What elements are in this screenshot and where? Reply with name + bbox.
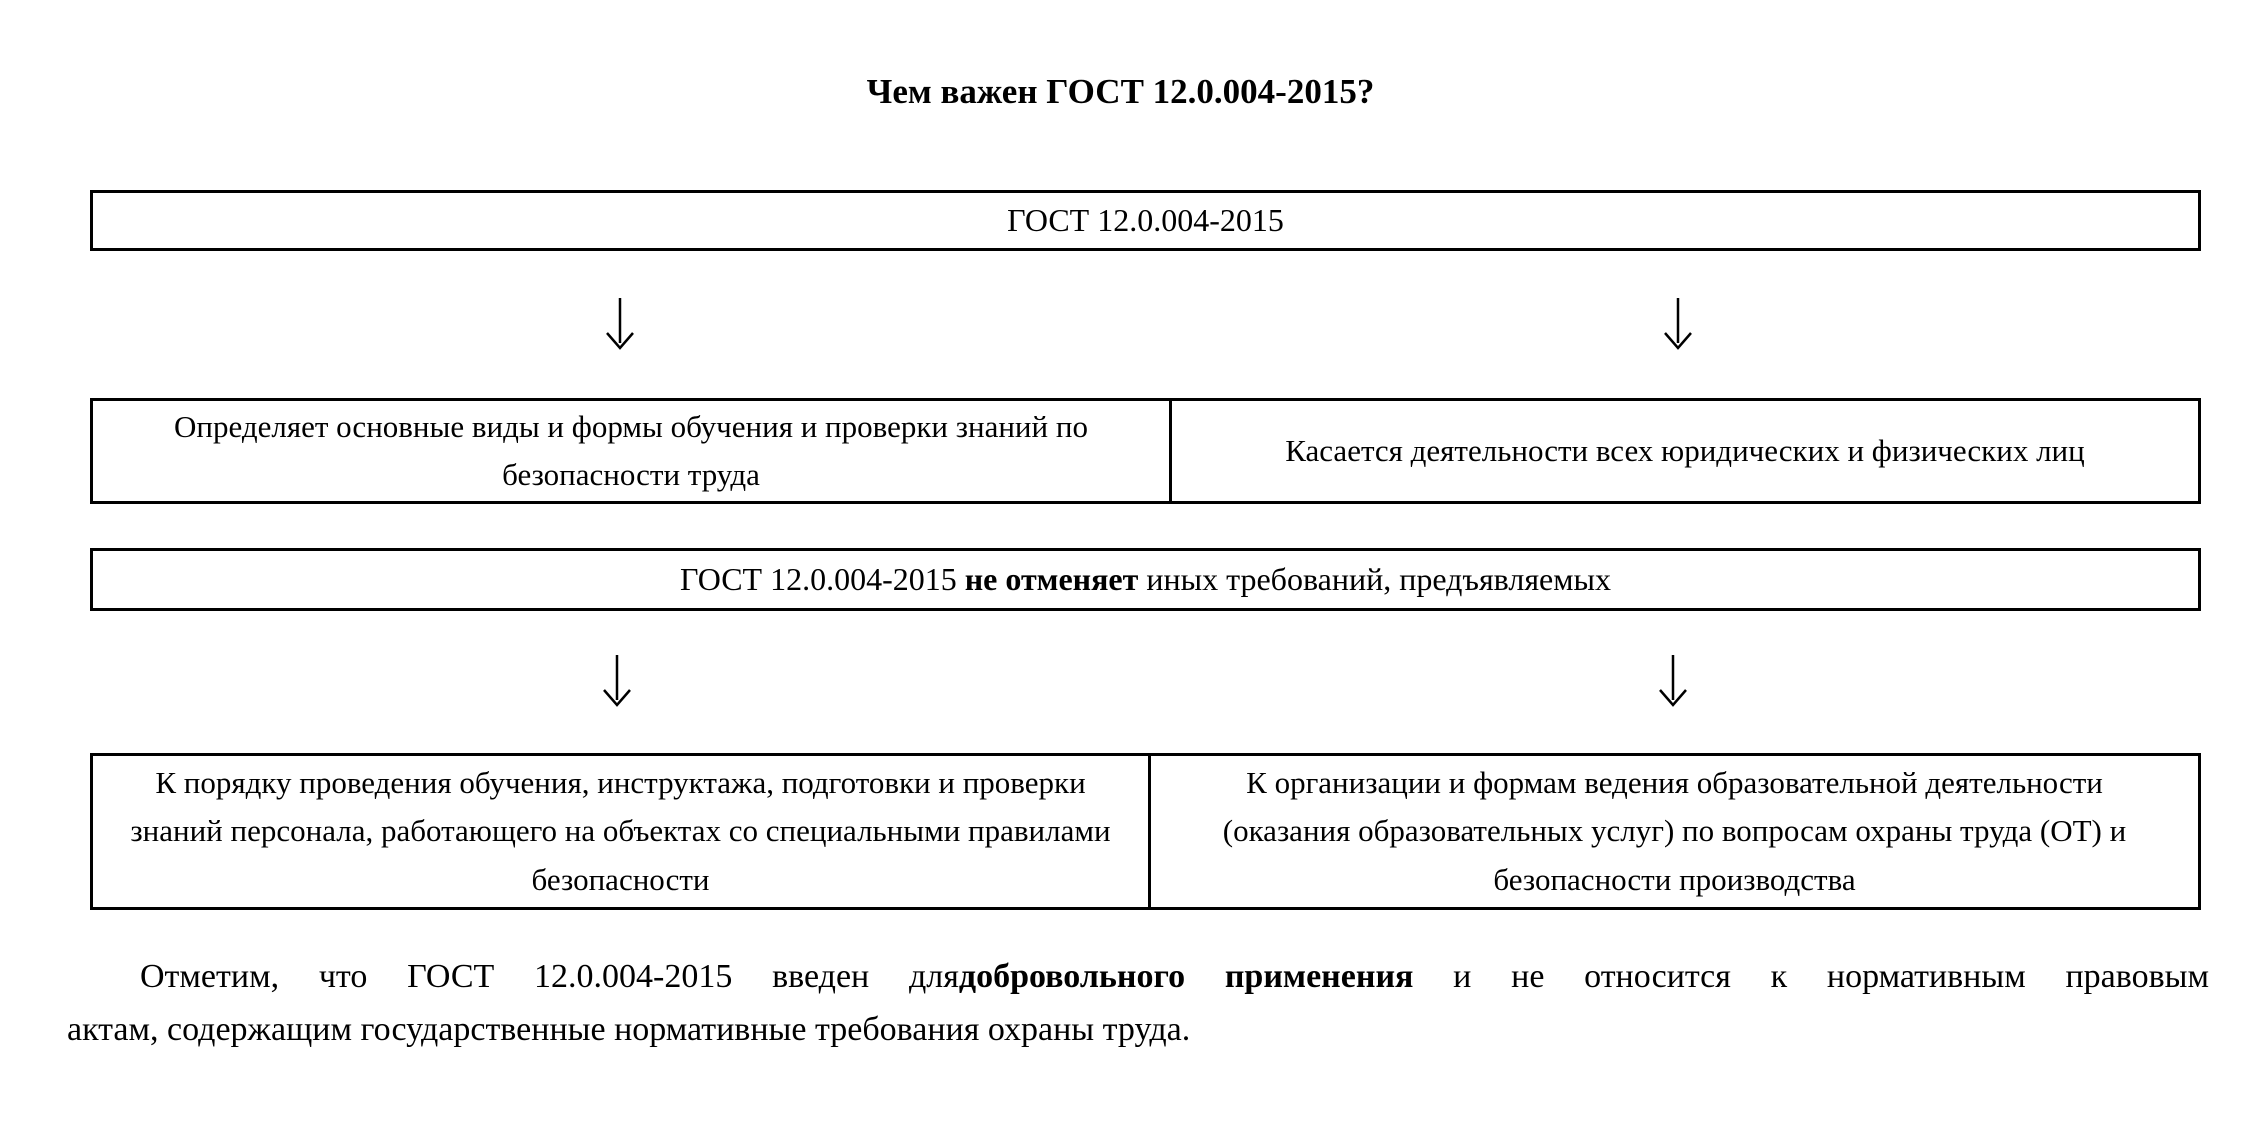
level2-left-box-label: К порядку проведения обучения, инструктажа, подготовки и проверки знаний персонала, работающего на объектах со специальными правилами безопасности [130,765,1111,897]
down-arrow-icon [597,653,637,709]
level2-left-box [93,756,1148,907]
level2-right-box-label: К организации и формам ведения образовательной деятельности (оказания образовательных услуг) по вопросам охраны труда (ОТ) и безопасности производства [1222,765,2127,897]
gost-middle-box-label [93,561,2198,598]
down-arrow-icon [1658,296,1698,352]
note-paragraph [67,950,2209,1056]
down-arrow-icon [1653,653,1693,709]
middle-box-bold-text: не отменяет [964,561,1139,597]
level2-right-box [1148,756,2198,907]
gost-top-box [90,190,2201,251]
level1-row [90,398,2201,504]
page-title: Чем важен ГОСТ 12.0.004-2015? [866,72,1375,111]
down-arrow-icon [600,296,640,352]
level1-left-box-label: Определяет основные виды и формы обучения и проверки знаний по безопасности труда [174,408,1088,492]
level1-left-box [93,401,1169,501]
gost-top-box-label: ГОСТ 12.0.004-2015 [1007,202,1284,238]
note-after-bold: и не относится к нормативным правовым [1413,958,2209,995]
middle-box-prefix: ГОСТ 12.0.004-2015 [679,561,965,597]
gost-middle-box [90,548,2201,611]
note-before-bold: Отметим, что ГОСТ 12.0.004-2015 введен для [140,958,959,995]
note-line2: актам, содержащим государственные нормативные требования охраны труда. [67,1011,1191,1049]
level1-right-box [1169,401,2198,501]
middle-box-suffix: иных требований, предъявляемых [1138,561,1611,597]
level1-right-box-label: Касается деятельности всех юридических и физических лиц [1285,432,2085,468]
note-bold-text: добровольного применения [958,958,1414,995]
level2-row [90,753,2201,910]
note-line1 [67,950,2209,1003]
